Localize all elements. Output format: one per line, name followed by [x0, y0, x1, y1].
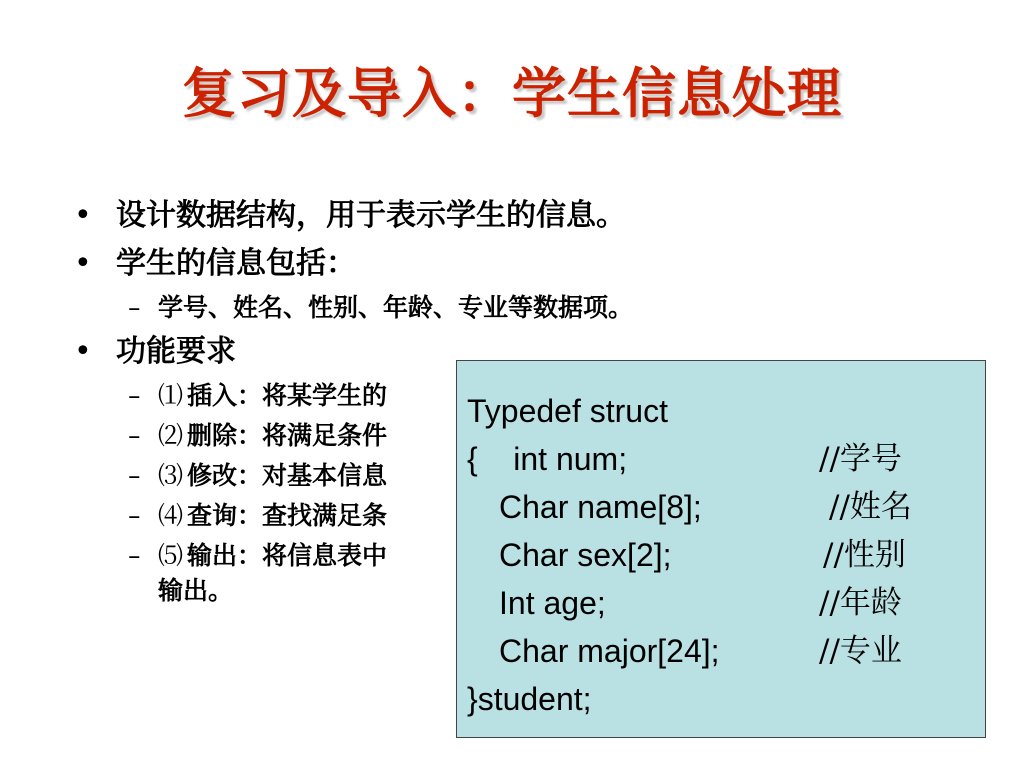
function-number: ⑶: [158, 461, 184, 490]
dash-icon: –: [128, 541, 141, 570]
code-line: [457, 483, 985, 531]
bullet-icon: •: [74, 334, 92, 369]
function-text: 删除：将满足条件: [187, 421, 388, 450]
code-text: }student;: [467, 681, 592, 717]
code-comment: //性别: [823, 537, 906, 573]
slide-title: 复习及导入：学生信息处理: [182, 61, 842, 125]
dash-icon: –: [128, 461, 141, 490]
bullet-icon: •: [74, 198, 92, 233]
code-text: { int num;: [467, 441, 628, 477]
bullet-text: 学生的信息包括：: [116, 246, 356, 281]
code-line: [457, 435, 985, 483]
dash-icon: –: [128, 293, 141, 322]
bullet-text: 功能要求: [116, 334, 236, 369]
function-number: ⑸: [158, 541, 184, 570]
code-line: [457, 675, 985, 723]
dash-icon: –: [128, 421, 141, 450]
bullet-item-data-structure: [70, 192, 970, 240]
code-text: Char name[8];: [499, 489, 702, 525]
function-number: ⑴: [158, 381, 184, 410]
code-comment: //学号: [819, 441, 902, 477]
function-number: ⑵: [158, 421, 184, 450]
code-line: [457, 627, 985, 675]
function-text: 修改：对基本信息: [187, 461, 388, 490]
code-box-struct-definition: [456, 360, 986, 738]
sub-item-data-fields: [70, 288, 970, 328]
bullet-icon: •: [74, 246, 92, 281]
function-text: 输出：将信息表中: [187, 541, 388, 570]
code-line: [457, 579, 985, 627]
code-text: Char sex[2];: [499, 537, 672, 573]
function-text-continuation: 输出。: [158, 576, 234, 605]
bullet-item-student-info: [70, 240, 970, 288]
bullet-text: 设计数据结构，用于表示学生的信息。: [116, 198, 626, 233]
code-line: [457, 387, 985, 435]
sub-item-text: 学号、姓名、性别、年龄、专业等数据项。: [158, 293, 634, 322]
code-text: Typedef struct: [467, 393, 668, 429]
function-number: ⑷: [158, 501, 184, 530]
dash-icon: –: [128, 381, 141, 410]
code-comment: //年龄: [819, 585, 902, 621]
function-text: 查询：查找满足条: [187, 501, 388, 530]
code-comment: //专业: [819, 633, 902, 669]
function-text: 插入：将某学生的: [187, 381, 388, 410]
code-line: [457, 531, 985, 579]
code-text: Int age;: [499, 585, 606, 621]
code-text: Char major[24];: [499, 633, 720, 669]
code-comment: //姓名: [829, 489, 912, 525]
dash-icon: –: [128, 501, 141, 530]
